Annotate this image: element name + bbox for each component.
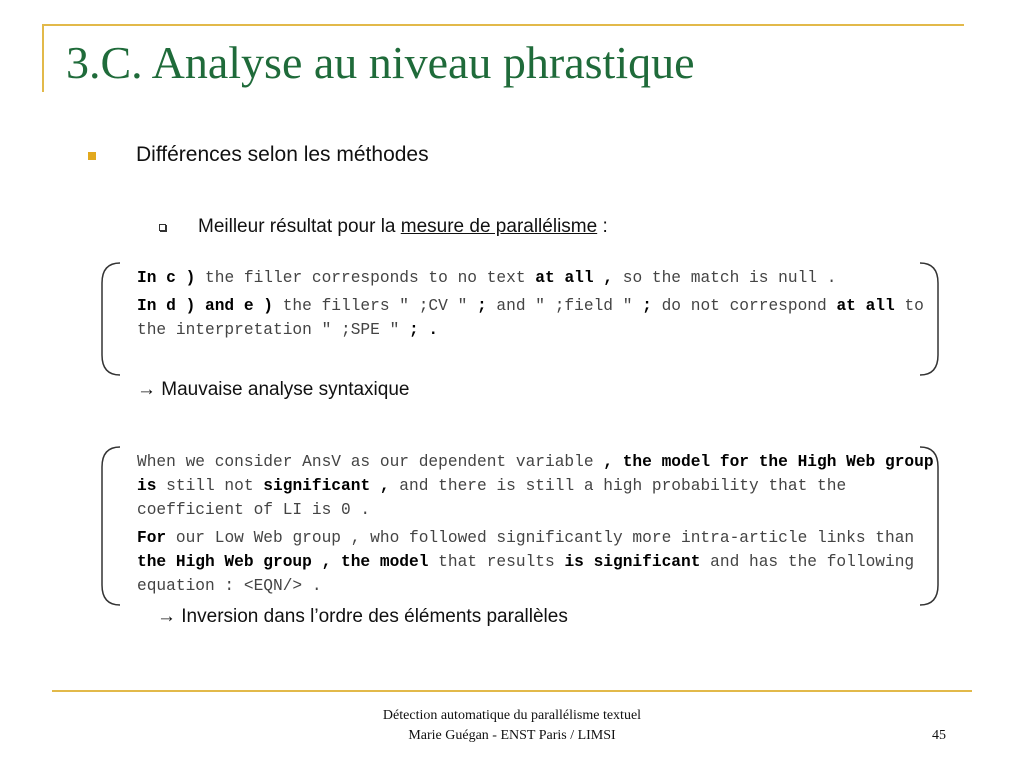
example1-para2: [137, 294, 937, 342]
conclusion-2: → Inversion dans l’ordre des éléments parallèles: [157, 606, 568, 627]
bold-run: at all: [836, 297, 895, 315]
checkbox-bullet-icon: [159, 224, 166, 231]
bullet-level2-suffix: :: [597, 216, 608, 237]
bold-run: , the model for the High Web group is: [137, 453, 934, 495]
example-block-1: [137, 266, 937, 346]
page-number: 45: [932, 728, 946, 743]
example2-para2: [137, 526, 937, 598]
bold-run: ;: [477, 297, 487, 315]
bold-run: In c ): [137, 269, 196, 287]
bold-run: ;: [642, 297, 652, 315]
text-run: so the match is null .: [613, 269, 837, 287]
footer-author: Marie Guégan - ENST Paris / LIMSI: [408, 728, 616, 743]
bold-run: the High Web group , the model: [137, 553, 429, 571]
text-run: that results: [428, 553, 565, 571]
conclusion-1: → Mauvaise analyse syntaxique: [137, 379, 410, 400]
left-bracket-2: [100, 446, 122, 606]
text-run: the filler corresponds to no text: [195, 269, 536, 287]
text-run: our Low Web group , who followed significantly more intra-article links than: [166, 529, 915, 547]
bottom-frame-line: [52, 690, 972, 692]
bullet-level1-text: Différences selon les méthodes: [136, 143, 429, 166]
text-run: still not: [156, 477, 264, 495]
left-bracket-1: [100, 262, 122, 376]
example2-para1: [137, 450, 937, 522]
bold-run: significant ,: [263, 477, 390, 495]
bold-run: at all ,: [535, 269, 614, 287]
bold-run: ; .: [409, 321, 439, 339]
bold-run: For: [137, 529, 167, 547]
left-frame-line: [42, 24, 44, 92]
text-run: to the interpretation " ;SPE ": [137, 297, 924, 339]
square-bullet-icon: [88, 152, 96, 160]
slide-title: 3.C. Analyse au niveau phrastique: [66, 37, 695, 88]
footer: [312, 706, 712, 746]
example-block-2: [137, 450, 937, 602]
text-run: and " ;field ": [486, 297, 643, 315]
measure-link[interactable]: mesure de parallélisme: [400, 216, 598, 237]
text-run: and has the following equation : <EQN/> .: [137, 553, 915, 595]
text-run: When we consider AnsV as our dependent variable: [137, 453, 604, 471]
footer-title: Détection automatique du parallélisme textuel: [382, 708, 642, 723]
example1-para1: [137, 266, 937, 290]
text-run: and there is still a high probability that the coefficient of LI is 0 .: [137, 477, 847, 519]
bold-run: is significant: [564, 553, 701, 571]
text-run: the fillers " ;CV ": [273, 297, 477, 315]
bold-run: In d ) and e ): [137, 297, 273, 315]
text-run: do not correspond: [651, 297, 837, 315]
bullet-level2-prefix: Meilleur résultat pour la: [198, 216, 401, 237]
top-frame-line: [42, 24, 964, 26]
bullet-level2-text: [198, 216, 608, 238]
